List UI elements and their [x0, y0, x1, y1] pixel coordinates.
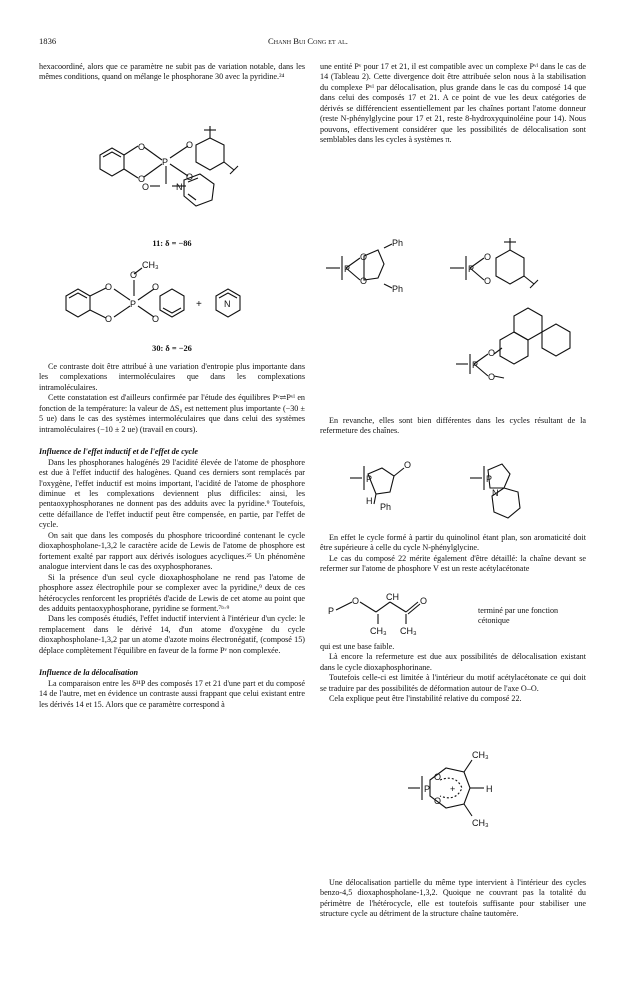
methyl-label: CH₃ [400, 626, 417, 636]
paragraph: Cette constatation est d'ailleurs confirmée par l'étude des équilibres Pᵛ⇌Pᵛᴵ en fonction de la température: la valeur de ΔS₀ est nettement plus importante (−30 ± 5 ue) dans le cas des systèmes intermoléculaires que dans celui des systèmes intramoléculaires (−10 ± 2 ue) (travail en cours). [39, 393, 305, 434]
ch-label: CH [386, 592, 399, 602]
page-number: 1836 [39, 36, 57, 46]
right-column-top [320, 62, 586, 146]
phenyl-label: Ph [392, 238, 404, 248]
atom-n: N [224, 299, 231, 309]
atom-o: O [404, 460, 412, 470]
atom-o: O [434, 772, 442, 782]
atom-p: P [328, 606, 335, 616]
paragraph: On sait que dans les composés du phosphore tricoordiné contenant le cycle dioxaphospholane-1,3,2 le caractère acide de Lewis de l'atome de phosphore est fortement exalté par rapport aux dérivés isologues acycliques.²⁵ Un phénomène analogue intervient dans le cas des oxyphosphoranes. [39, 530, 305, 572]
paragraph: Là encore la refermeture est due aux possibilités de délocalisation existant dans le cycle dioxaphosphorinane. [320, 652, 586, 672]
right-column-bottom [320, 878, 586, 920]
atom-p: P [486, 474, 493, 484]
atom-o: O [186, 172, 194, 182]
paragraph: Si la présence d'un seul cycle dioxaphospholane ne rend pas l'atome de phosphore assez électrophile pour se complexer avec la pyridine,⁹ deux de ces hétérocycles renforcent les propriétés d'acide de Lewis de cet atome au point que des adduits pentaoxyphosphorane, pyridine se forment.⁷ᵇ·⁹ [39, 572, 305, 613]
plus-sign: + [196, 299, 202, 310]
structure-22 [400, 744, 540, 834]
structure-acetylacetonate [328, 590, 468, 636]
atom-o: O [360, 276, 368, 286]
atom-p: P [472, 360, 479, 370]
caption-compound-30: 30: δ = −26 [152, 344, 192, 353]
right-column-body [320, 533, 586, 575]
atom-o: O [488, 372, 496, 382]
paragraph: qui est une base faible. [320, 642, 395, 651]
paragraph: Dans les phosphoranes halogénés 29 l'acidité élevée de l'atome de phosphore est due à l'effet inductif des halogènes. Quand ces derniers sont remplacés par l'oxygène, l'effet inductif est moins important, l'acidité de l'atome de phosphore diminue et les complexations deviennent plus difficiles: ainsi, les pentaoxyphosphoranes ne donnent pas des adduits avec la pyridine.⁹ Toutefois, cette défaillance de l'effet inductif peut être compensée, en partie, par l'effet de cycle. [39, 457, 305, 530]
paragraph: une entité Pᵛ pour 17 et 21, il est compatible avec un complexe Pᵛᴵ dans le cas de 14 (Tableau 2). Cette divergence doit être attribuée selon nous à la stabilisation du complexe Pᵛᴵ par délocalisation, plus grande dans le cas du composé 14 que dans celui des composés 17 et 21. A ce point de vue les deux catégories de dérivés se différencient essentiellement par les chaînes portant l'atome donneur (reste N-phénylglycine pour 17 et 21, reste 8-hydroxyquinoléine pour 14). Nous pouvons, effectivement considérer que les possibilités de délocalisation sont semblables dans les cycles à systèmes π. [320, 62, 586, 145]
atom-o: O [138, 174, 146, 184]
atom-o: O [434, 796, 442, 806]
caption-compound-11: 11: δ = −86 [152, 239, 192, 248]
atom-o: O [484, 276, 492, 286]
section-heading: Influence de la délocalisation [39, 668, 139, 678]
paragraph: La comparaison entre les δ³¹P des composés 17 et 21 d'une part et du composé 14 de l'autre, met en évidence un contraste aussi frappant que celui existant entre les dérivés 14 et 15. Alors que ce paramètre correspond à [39, 678, 305, 709]
atom-h: H [486, 784, 493, 794]
atom-n: N [492, 488, 499, 498]
structures-chains [320, 448, 586, 528]
paragraph: Le cas du composé 22 mérite également d'être détaillé: la chaîne devant se refermer sur l'atome de phosphore V est un reste acétylacétonate [320, 553, 586, 574]
atom-h: H [366, 496, 373, 506]
section-heading: Influence de l'effet inductif et de l'effet de cycle [39, 447, 198, 457]
left-column-top [39, 62, 305, 83]
structure-30 [56, 256, 276, 346]
left-column-body [39, 362, 305, 710]
atom-o: O [142, 182, 150, 192]
atom-o: O [360, 252, 368, 262]
atom-o: O [484, 252, 492, 262]
structure-phenanthrene [450, 308, 590, 418]
atom-p: P [366, 474, 373, 484]
paragraph: En revanche, elles sont bien différentes dans les cycles résultant de la refermeture des chaînes. [320, 416, 586, 436]
atom-p: P [468, 264, 475, 274]
methyl-label: CH₃ [370, 626, 387, 636]
running-head: Chanh Bui Cong et al. [268, 36, 348, 46]
atom-p: P [130, 299, 137, 309]
atom-o: O [138, 142, 146, 152]
atom-o: O [105, 314, 113, 324]
atom-o: O [420, 596, 428, 606]
structure-11 [80, 100, 280, 230]
methyl-label: CH₃ [472, 818, 489, 828]
right-column-lower [320, 642, 586, 705]
paragraph: Dans les composés étudiés, l'effet inductif intervient à l'intérieur d'un cycle: le remplacement dans le dérivé 14, d'un atome d'oxygène du cycle dioxaphospholane-1,3,2 par un atome d'azote moins électronégatif, (composé 15) déplace complètement l'équilibre en faveur de la forme Pᵛ non complexée. [39, 614, 305, 655]
atom-n: N [176, 182, 183, 192]
methyl-label: CH₃ [142, 260, 159, 270]
atom-o: O [152, 314, 160, 324]
atom-o: O [186, 140, 194, 150]
plus-sign: + [450, 784, 456, 794]
structures-17-21 [320, 228, 586, 308]
atom-o: O [152, 282, 160, 292]
atom-o: O [488, 348, 496, 358]
paragraph: En effet le cycle formé à partir du quinolinol étant plan, son aromaticité doit être supérieure à celle du cycle N-phénylglycine. [320, 533, 586, 553]
phenyl-label: Ph [380, 502, 392, 512]
paragraph: hexacoordiné, alors que ce paramètre ne subit pas de variation notable, dans les mêmes conditions, quand on mélange le phosphorane 30 avec la pyridine.²⁴ [39, 62, 305, 82]
methyl-label: CH₃ [472, 750, 489, 760]
phenyl-label: Ph [392, 284, 404, 294]
paragraph: Une délocalisation partielle du même type intervient à l'intérieur des cycles benzo-4,5 dioxaphospholane-1,3,2. Quoique ne couvrant pas la totalité du périmètre de l'hétérocycle, elle est toutefois suffisante pour stabiliser une structure cycle au détriment de la structure chaîne tautomère. [320, 878, 586, 919]
paragraph: Toutefois celle-ci est limitée à l'intérieur du motif acétylacétonate ce qui doit se traduire par des possibilités de déformation autour de l'axe O–O. [320, 673, 586, 693]
atom-o: O [130, 270, 138, 280]
atom-p: P [162, 157, 169, 167]
right-column-mid [320, 416, 586, 437]
paragraph: Cela explique peut être l'instabilité relative du composé 22. [329, 694, 522, 704]
atom-o: O [352, 596, 360, 606]
atom-o: O [105, 282, 113, 292]
chain-note: terminé par une fonction cétonique [478, 606, 559, 626]
atom-p: P [344, 264, 351, 274]
paragraph: Ce contraste doit être attribué à une variation d'entropie plus importante dans les complexations intermoléculaires que dans les complexations intramoléculaires. [39, 362, 305, 392]
atom-p: P [424, 784, 431, 794]
